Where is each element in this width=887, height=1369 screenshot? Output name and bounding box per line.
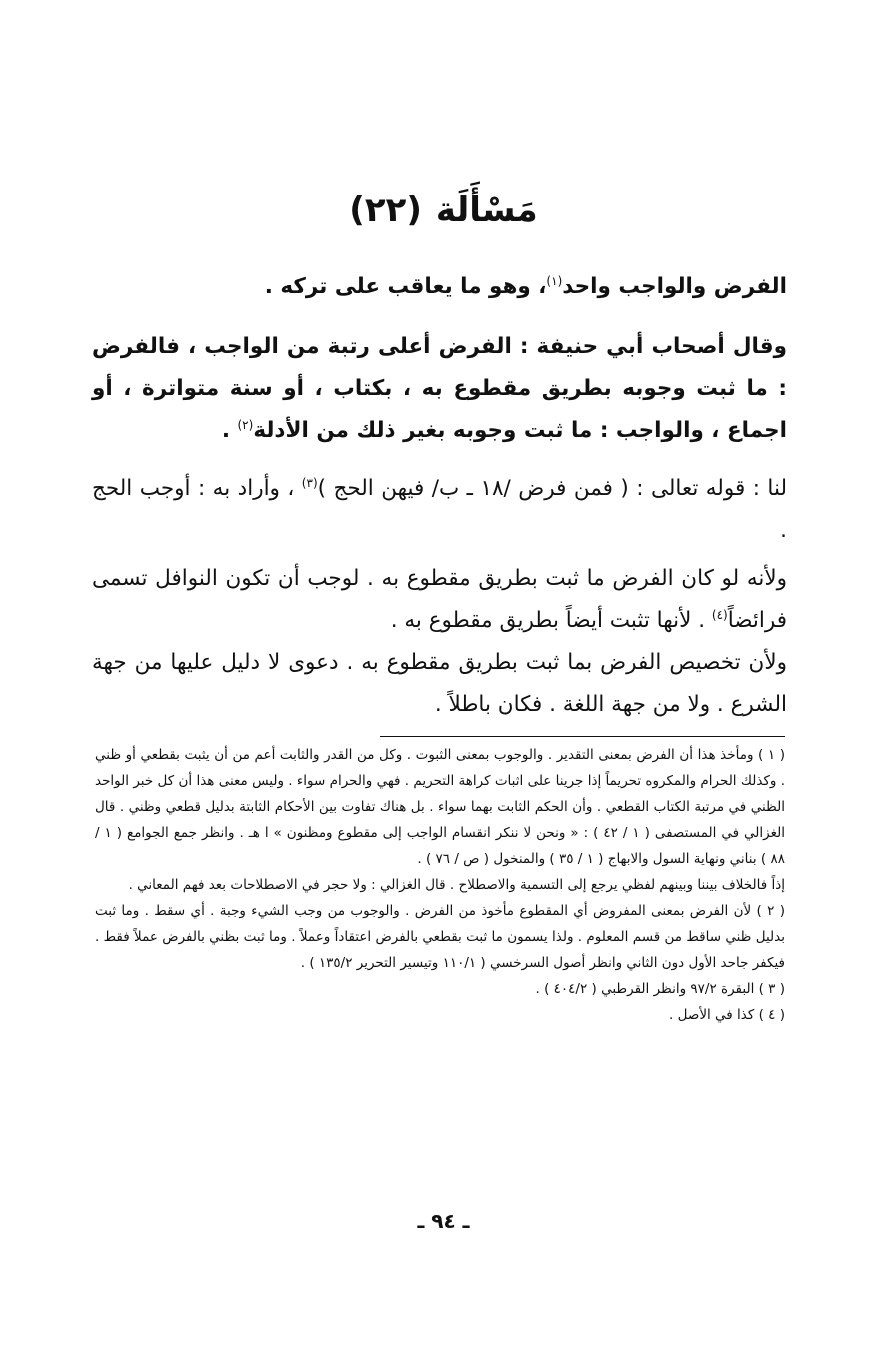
footnote-3: ( ٣ ) البقرة ٩٧/٢ وانظر القرطبي ( ٤٠٤/٢ ) .	[535, 981, 785, 997]
text-span: ولأنه لو كان الفرض ما ثبت بطريق مقطوع به . لوجب أن تكون النوافل تسمى فرائضاً	[92, 566, 787, 633]
text-span: ، وهو ما يعاقب على تركه .	[264, 274, 547, 299]
issue-number: (٢٢)	[349, 190, 422, 230]
footnote-ref-3: (٣)	[301, 475, 318, 490]
text-span: ، وأراد به : أوجب الحج .	[92, 476, 787, 543]
paragraph-argument-2: ولأن تخصيص الفرض بما ثبت بطريق مقطوع به . دعوى لا دليل عليها من جهة الشرع . ولا من جهة اللغة . فكان باطلاً .	[92, 650, 787, 717]
text-span: . لأنها تثبت أيضاً بطريق مقطوع به .	[390, 608, 712, 633]
paragraph-argument-1	[92, 558, 787, 642]
footnote-1-continued: إذاً فالخلاف بيننا وبينهم لفظي يرجع إلى التسمية والاصطلاح . قال الغزالي : ولا حجر في الاصطلاحات بعد فهم المعاني .	[128, 877, 785, 893]
paragraph-definition	[92, 266, 787, 308]
text-span: لنا : قوله تعالى : ( فمن فرض /١٨ ـ ب/ فيهن الحج )	[317, 476, 787, 501]
footnote-ref-2: (٢)	[237, 417, 254, 432]
footnote-2: ( ٢ ) لأن الفرض بمعنى المفروض أي المقطوع مأخوذ من الفرض . والوجوب من وجب الشيء وجبة . أي سقط . وما ثبت بدليل ظني ساقط من قسم المعلوم . ولذا يسمون ما ثبت بقطعي بالفرض اعتقاداً وعملاً . وما ثبت بظني بالفرض عملاً فقط . فيكفر جاحد الأول دون الثاني وانظر أصول السرخسي ( ١١٠/١ وتيسير التحرير ١٣٥/٢ ) .	[95, 903, 785, 971]
page-number: ـ ٩٤ ـ	[417, 1209, 470, 1233]
footnote-separator	[380, 736, 785, 737]
paragraph-evidence	[92, 468, 787, 552]
main-text	[92, 266, 787, 726]
footnote-4: ( ٤ ) كذا في الأصل .	[669, 1007, 785, 1023]
text-span: الفرض والواجب واحد	[562, 274, 787, 299]
footnote-ref-4: (٤)	[711, 607, 728, 622]
footnote-1: ( ١ ) ومأخذ هذا أن الفرض بمعنى التقدير . والوجوب بمعنى الثبوت . وكل من القدر والثابت أعم من أن يثبت بقطعي أو ظني . وكذلك الحرام والمكروه تحريماً إذا جرينا على اثبات كراهة التحريم . فهي والحرام سواء . وليس معنى هذا أن كل خبر الواحد الظني في مرتبة الكتاب القطعي . وأن الحكم الثابت بهما سواء . بل هناك تفاوت بين الأحكام الثابتة بدليل قطعي وظني . قال الغزالي في المستصفى ( ١ / ٤٢ ) : « ونحن لا ننكر انقسام الواجب إلى مقطوع ومظنون » ا هـ . وانظر جمع الجوامع ( ١ / ٨٨ ) بناني ونهاية السول والابهاج ( ١ / ٣٥ ) والمنخول ( ص / ٧٦ ) .	[95, 747, 785, 867]
text-span: .	[221, 418, 238, 443]
paragraph-hanafi-view	[92, 326, 787, 452]
footnotes	[95, 742, 785, 1028]
issue-label: مَسْأَلَة	[435, 190, 538, 230]
text-span: وقال أصحاب أبي حنيفة : الفرض أعلى رتبة من الواجب ، فالفرض : ما ثبت وجوبه بطريق مقطوع به ، بكتاب ، أو سنة متواترة ، أو اجماع ، والواجب : ما ثبت وجوبه بغير ذلك من الأدلة	[92, 334, 787, 443]
footnote-ref-1: (١)	[546, 273, 563, 288]
issue-heading	[0, 185, 887, 235]
